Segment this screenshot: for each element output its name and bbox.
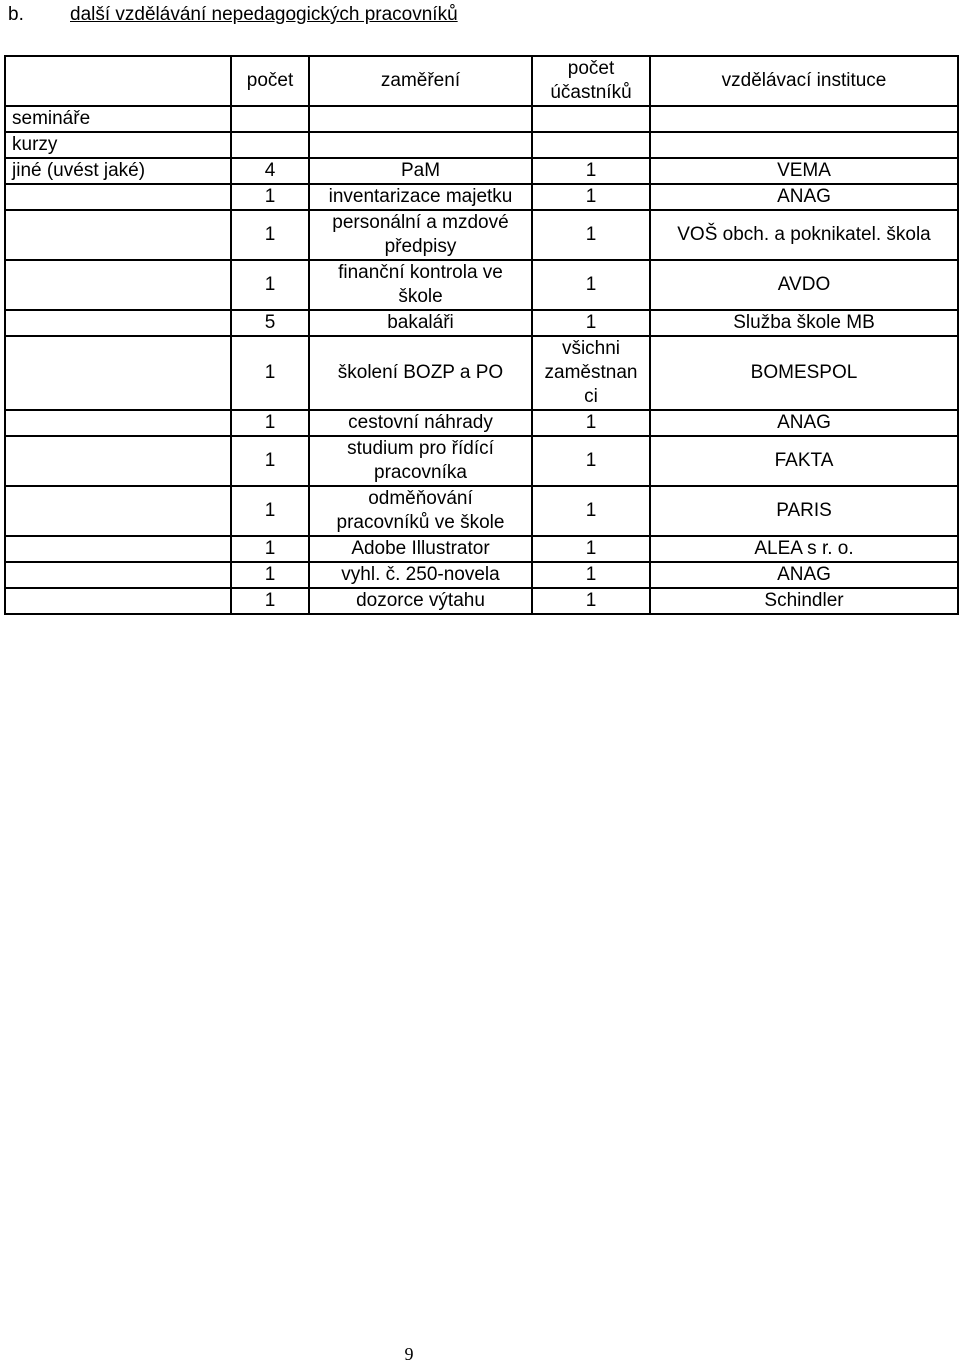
empty-cell	[650, 132, 958, 158]
empty-cell	[309, 132, 532, 158]
participants-cell: 1	[532, 184, 650, 210]
category-label: jiné (uvést jaké)	[5, 158, 231, 184]
participants-cell: 1	[532, 410, 650, 436]
focus-cell: dozorce výtahu	[309, 588, 532, 614]
section-marker: b.	[8, 4, 24, 25]
participants-cell: 1	[532, 536, 650, 562]
count-cell: 1	[231, 562, 309, 588]
participants-line: zaměstnan	[544, 362, 638, 383]
participants-cell: 1	[532, 158, 650, 184]
empty-cell	[231, 106, 309, 132]
focus-line: finanční kontrola ve	[338, 262, 503, 283]
participants-cell: 1	[532, 588, 650, 614]
category-row-courses	[5, 132, 958, 158]
header-participants-line1: počet	[567, 58, 615, 79]
category-row-seminars	[5, 106, 958, 132]
participants-line: všichni	[561, 338, 621, 359]
header-row	[5, 56, 958, 106]
count-cell: 1	[231, 536, 309, 562]
empty-cell	[5, 562, 231, 588]
participants-cell: 1	[532, 486, 650, 536]
empty-cell	[532, 106, 650, 132]
header-institution: vzdělávací instituce	[650, 56, 958, 106]
institution-cell: ANAG	[650, 184, 958, 210]
empty-cell	[5, 588, 231, 614]
empty-cell	[231, 132, 309, 158]
table-row	[5, 210, 958, 260]
focus-cell: vyhl. č. 250-novela	[309, 562, 532, 588]
empty-cell	[5, 336, 231, 410]
participants-cell: 1	[532, 260, 650, 310]
empty-cell	[5, 184, 231, 210]
participants-cell: 1	[532, 310, 650, 336]
institution-cell: ANAG	[650, 410, 958, 436]
header-empty-cell	[5, 56, 231, 106]
institution-cell: PARIS	[650, 486, 958, 536]
table-row	[5, 536, 958, 562]
table-row	[5, 184, 958, 210]
institution-cell: ANAG	[650, 562, 958, 588]
empty-cell	[5, 436, 231, 486]
count-cell: 1	[231, 588, 309, 614]
institution-cell: VOŠ obch. a poknikatel. škola	[650, 210, 958, 260]
empty-cell	[309, 106, 532, 132]
focus-line: personální a mzdové	[332, 212, 509, 233]
institution-cell: AVDO	[650, 260, 958, 310]
table-row	[5, 562, 958, 588]
count-cell: 1	[231, 436, 309, 486]
count-cell: 1	[231, 410, 309, 436]
count-cell: 5	[231, 310, 309, 336]
table-row	[5, 310, 958, 336]
empty-cell	[5, 536, 231, 562]
category-label: kurzy	[5, 132, 231, 158]
table-row	[5, 336, 958, 410]
table-row	[5, 260, 958, 310]
focus-cell	[309, 486, 532, 536]
count-cell: 1	[231, 184, 309, 210]
focus-cell: školení BOZP a PO	[309, 336, 532, 410]
participants-cell: 1	[532, 436, 650, 486]
count-cell: 1	[231, 260, 309, 310]
count-cell: 1	[231, 210, 309, 260]
section-heading	[8, 3, 458, 27]
focus-cell: inventarizace majetku	[309, 184, 532, 210]
count-cell: 4	[231, 158, 309, 184]
empty-cell	[532, 132, 650, 158]
focus-cell: Adobe Illustrator	[309, 536, 532, 562]
focus-cell	[309, 210, 532, 260]
focus-line: odměňování	[368, 488, 473, 509]
page-number: 9	[404, 1344, 414, 1364]
focus-line: škole	[398, 286, 443, 307]
table-row	[5, 158, 958, 184]
institution-cell: Schindler	[650, 588, 958, 614]
training-table	[4, 55, 959, 615]
category-label: semináře	[5, 106, 231, 132]
empty-cell	[5, 486, 231, 536]
count-cell: 1	[231, 486, 309, 536]
institution-cell: Služba škole MB	[650, 310, 958, 336]
table-row	[5, 486, 958, 536]
focus-cell: bakaláři	[309, 310, 532, 336]
focus-cell	[309, 436, 532, 486]
participants-cell: 1	[532, 210, 650, 260]
header-count: počet	[231, 56, 309, 106]
focus-line: pracovníka	[374, 462, 467, 483]
focus-line: studium pro řídící	[347, 438, 494, 459]
table-row	[5, 436, 958, 486]
focus-cell: PaM	[309, 158, 532, 184]
focus-cell	[309, 260, 532, 310]
empty-cell	[5, 210, 231, 260]
table-row	[5, 588, 958, 614]
participants-line: ci	[584, 386, 598, 407]
header-participants	[532, 56, 650, 106]
empty-cell	[5, 410, 231, 436]
participants-cell	[532, 336, 650, 410]
header-focus: zaměření	[309, 56, 532, 106]
empty-cell	[5, 260, 231, 310]
institution-cell: VEMA	[650, 158, 958, 184]
institution-cell: BOMESPOL	[650, 336, 958, 410]
empty-cell	[5, 310, 231, 336]
count-cell: 1	[231, 336, 309, 410]
empty-cell	[650, 106, 958, 132]
institution-cell: ALEA s r. o.	[650, 536, 958, 562]
institution-cell: FAKTA	[650, 436, 958, 486]
section-title: další vzdělávání nepedagogických pracovníků	[70, 4, 458, 25]
focus-line: pracovníků ve škole	[336, 512, 505, 533]
header-participants-line2: účastníků	[550, 82, 632, 103]
table-row	[5, 410, 958, 436]
focus-line: předpisy	[384, 236, 457, 257]
participants-cell: 1	[532, 562, 650, 588]
focus-cell: cestovní náhrady	[309, 410, 532, 436]
